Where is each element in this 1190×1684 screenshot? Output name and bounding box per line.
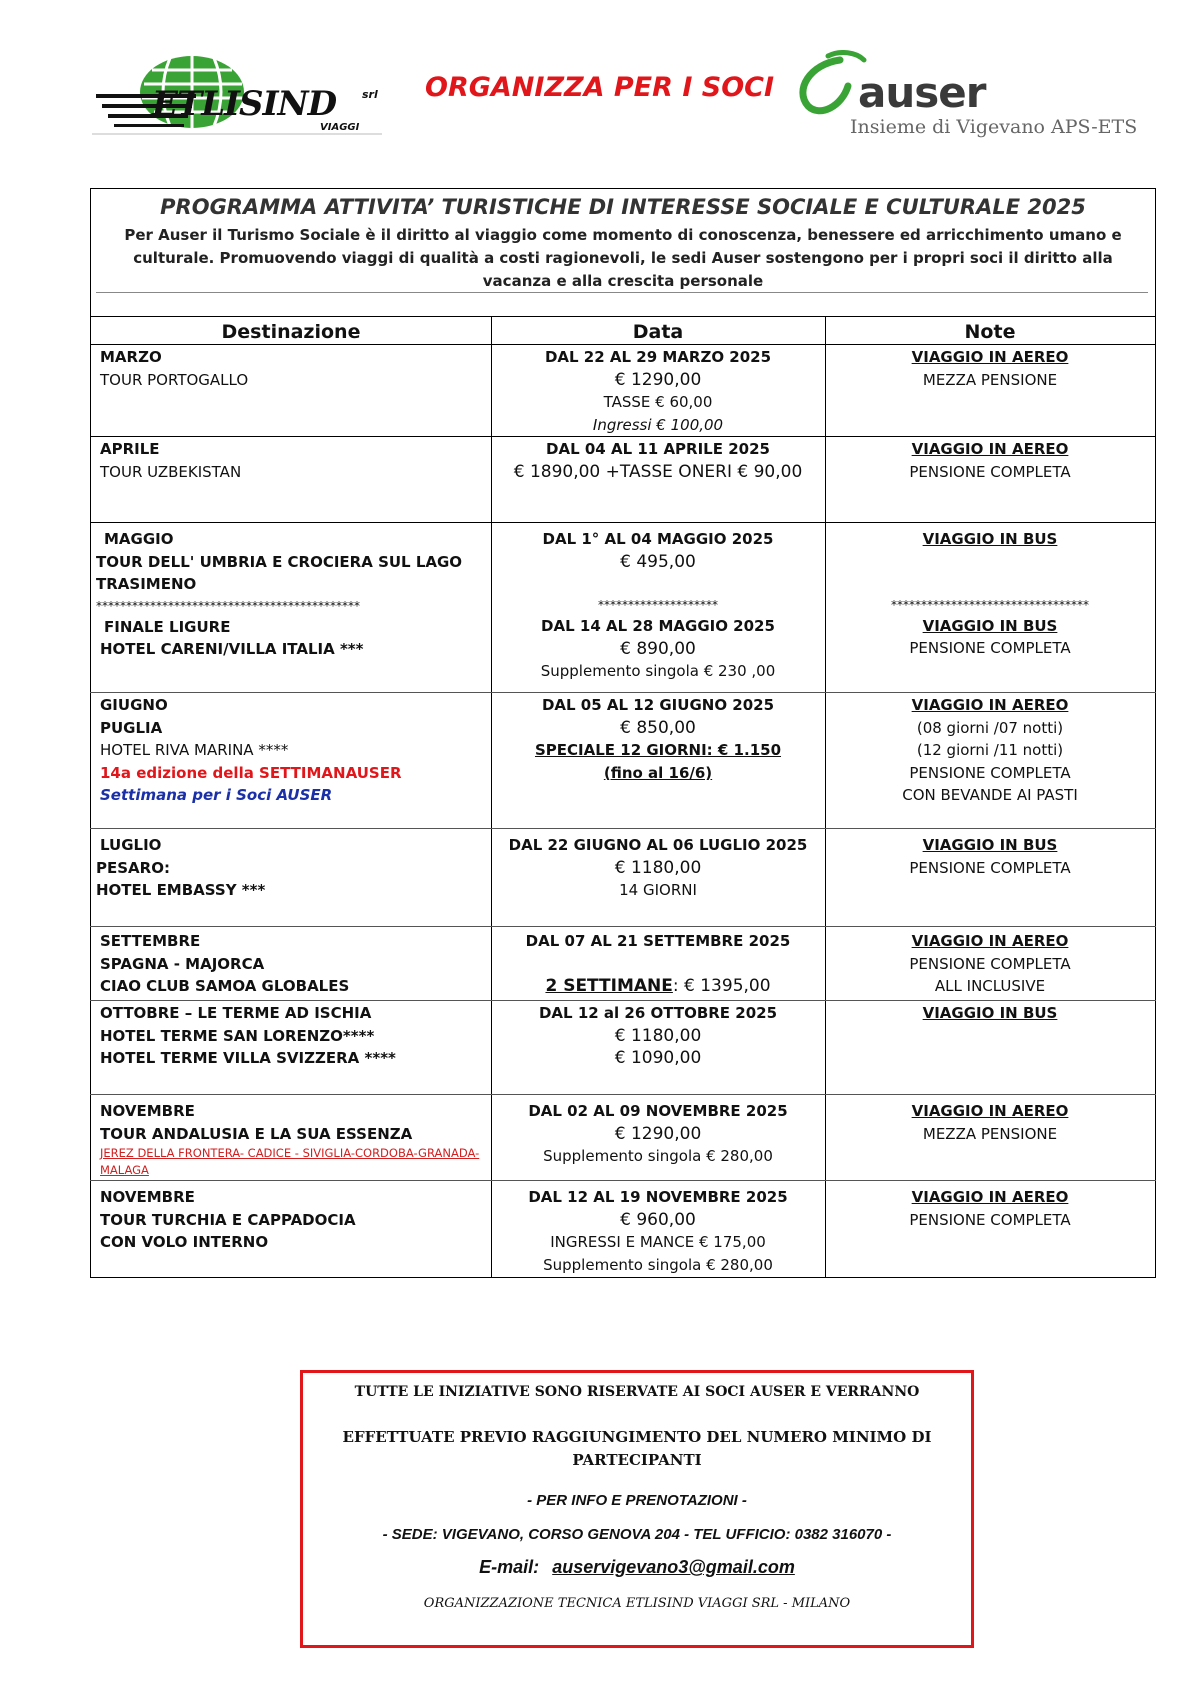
board-type: PENSIONE COMPLETA — [909, 639, 1071, 657]
intro-divider — [96, 292, 1148, 293]
destination-name: PUGLIA — [100, 718, 163, 737]
board-type: PENSIONE COMPLETA — [909, 763, 1071, 782]
etlisind-logo — [92, 48, 392, 138]
destination-name: TOUR DELL' UMBRIA E CROCIERA SUL LAGO — [96, 552, 463, 571]
month-label: LUGLIO — [100, 836, 162, 854]
auser-logo — [790, 50, 1150, 145]
row-divider — [90, 1180, 1156, 1181]
date-range: DAL 22 GIUGNO AL 06 LUGLIO 2025 — [508, 836, 808, 854]
table-row-turchia-note — [830, 1186, 1150, 1231]
month-label: MARZO — [100, 348, 162, 366]
email-label: E-mail: — [479, 1557, 540, 1577]
table-row-andalusia-dest — [100, 1100, 486, 1179]
event-subtitle: Settimana per i Soci AUSER — [100, 786, 333, 804]
table-row-ottobre-dest — [100, 1002, 486, 1070]
transport-type: VIAGGIO IN BUS — [922, 1004, 1058, 1022]
special-offer-deadline: (fino al 16/6) — [603, 763, 713, 782]
hotel-name: HOTEL TERME VILLA SVIZZERA **** — [100, 1049, 396, 1067]
table-row-giugno-data — [495, 694, 821, 784]
separator-stars: ********************************* — [891, 597, 1089, 612]
footer-sede: - SEDE: VIGEVANO, CORSO GENOVA 204 - TEL UFFICIO: 0382 316070 - — [382, 1526, 892, 1543]
duration: 14 GIORNI — [619, 881, 697, 899]
date-range: DAL 1° AL 04 MAGGIO 2025 — [542, 530, 774, 548]
auser-tagline: Insieme di Vigevano APS-ETS — [850, 116, 1138, 138]
price: : € 1395,00 — [672, 975, 771, 996]
price: € 890,00 — [620, 638, 696, 659]
month-label: MAGGIO — [104, 530, 174, 548]
duration-12: (12 giorni /11 notti) — [916, 741, 1064, 759]
month-label: NOVEMBRE — [100, 1102, 195, 1120]
footer-organizer: ORGANIZZAZIONE TECNICA ETLISIND VIAGGI SRL - MILANO — [423, 1596, 851, 1611]
price: € 1890,00 +TASSE ONERI € 90,00 — [513, 461, 803, 482]
price-line — [495, 975, 821, 998]
table-row-turchia-dest — [100, 1186, 486, 1254]
separator-stars: ******************** — [598, 598, 718, 612]
month-label: NOVEMBRE — [100, 1188, 195, 1206]
duration-weeks: 2 SETTIMANE — [545, 975, 673, 996]
date-range: DAL 12 al 26 OTTOBRE 2025 — [538, 1004, 778, 1022]
transport-type: VIAGGIO IN AEREO — [911, 932, 1069, 950]
transport-type: VIAGGIO IN BUS — [922, 836, 1058, 854]
board-type: PENSIONE COMPLETA — [909, 462, 1071, 481]
destination-name: OTTOBRE – LE TERME AD ISCHIA — [100, 1004, 372, 1022]
destination-name: TOUR PORTOGALLO — [100, 370, 249, 389]
flight-info: CON VOLO INTERNO — [100, 1233, 269, 1251]
destination-name: SPAGNA - MAJORCA — [100, 954, 265, 973]
itinerary-cont: MALAGA — [100, 1163, 149, 1177]
hotel-name: HOTEL TERME SAN LORENZO**** — [100, 1026, 375, 1045]
table-row-luglio-note — [830, 834, 1150, 879]
event-edition: 14a edizione della SETTIMANAUSER — [100, 763, 402, 782]
hotel-name: CIAO CLUB SAMOA GLOBALES — [100, 977, 350, 995]
itinerary: JEREZ DELLA FRONTERA- CADICE - SIVIGLIA-CORDOBA-GRANADA- — [100, 1146, 480, 1160]
board-type: PENSIONE COMPLETA — [909, 858, 1071, 877]
table-row-marzo-data — [495, 346, 821, 436]
date-range: DAL 05 AL 12 GIUGNO 2025 — [541, 696, 775, 714]
transport-type: VIAGGIO IN AEREO — [911, 440, 1069, 458]
destination-name: TOUR ANDALUSIA E LA SUA ESSENZA — [100, 1124, 413, 1143]
destination-name: TOUR TURCHIA E CAPPADOCIA — [100, 1210, 356, 1229]
footer-notice-3: PARTECIPANTI — [572, 1451, 702, 1469]
row-divider — [90, 692, 1156, 693]
transport-type: VIAGGIO IN AEREO — [911, 348, 1069, 366]
footer-notice-2: EFFETTUATE PREVIO RAGGIUNGIMENTO DEL NUMERO MINIMO DI — [342, 1428, 932, 1446]
table-row-aprile-dest — [100, 438, 486, 483]
row-divider — [90, 926, 1156, 927]
price: € 1090,00 — [614, 1048, 702, 1068]
transport-type: VIAGGIO IN AEREO — [911, 1102, 1069, 1120]
footer-notice-1: TUTTE LE INIZIATIVE SONO RISERVATE AI SOCI AUSER E VERRANNO — [354, 1384, 920, 1400]
price: € 960,00 — [620, 1209, 696, 1230]
taxes: TASSE € 60,00 — [603, 393, 713, 411]
destination-name: FINALE LIGURE — [104, 617, 231, 636]
drinks-included: CON BEVANDE AI PASTI — [902, 786, 1078, 804]
single-supplement: Supplemento singola € 230 ,00 — [540, 662, 776, 680]
price: € 1180,00 — [614, 1025, 702, 1046]
price: € 1290,00 — [614, 369, 702, 390]
table-row-turchia-data — [495, 1186, 821, 1276]
table-row-aprile-data — [495, 438, 821, 483]
row-divider — [90, 828, 1156, 829]
single-supplement: Supplemento singola € 280,00 — [543, 1255, 773, 1274]
auser-brand: auser — [858, 68, 986, 117]
duration-8: (08 giorni /07 notti) — [916, 718, 1064, 737]
board-type: PENSIONE COMPLETA — [909, 1210, 1071, 1229]
transport-type: VIAGGIO IN AEREO — [911, 696, 1069, 714]
hotel-name: HOTEL RIVA MARINA **** — [100, 741, 289, 759]
program-title: PROGRAMMA ATTIVITA’ TURISTICHE DI INTERESSE SOCIALE E CULTURALE 2025 — [160, 195, 1086, 219]
column-divider — [491, 316, 492, 1278]
email-link[interactable]: auservigevano3@gmail.com — [552, 1557, 795, 1577]
column-divider — [825, 316, 826, 1278]
header-destinazione: Destinazione — [221, 321, 361, 343]
date-range: DAL 04 AL 11 APRILE 2025 — [546, 440, 770, 458]
header-data: Data — [632, 321, 684, 343]
table-row-andalusia-data — [495, 1100, 821, 1168]
table-row-giugno-note — [830, 694, 1150, 807]
table-row-aprile-note — [830, 438, 1150, 483]
table-row-giugno-dest — [100, 694, 486, 807]
etlisind-brand: ETLISIND — [152, 84, 337, 124]
table-row-maggio-dest — [96, 528, 488, 661]
month-label: APRILE — [100, 440, 160, 458]
table-row-luglio-dest — [96, 834, 482, 902]
month-label: SETTEMBRE — [100, 932, 201, 950]
transport-type: VIAGGIO IN BUS — [922, 530, 1058, 548]
price: € 1180,00 — [614, 857, 702, 878]
destination-name: PESARO: — [96, 858, 170, 877]
header-note: Note — [964, 321, 1016, 343]
table-row-settembre-data — [495, 930, 821, 997]
price: € 495,00 — [620, 551, 696, 572]
footer-email-line — [300, 1557, 974, 1578]
board-type: MEZZA PENSIONE — [922, 370, 1058, 389]
etlisind-suffix: srl — [362, 88, 378, 101]
row-divider — [90, 522, 1156, 523]
intro-text: Per Auser il Turismo Sociale è il diritto al viaggio come momento di conoscenza, benessere ed arricchimento umano e culturale. Promuovendo viaggi di qualità a costi ragionevoli, le sedi Auser sostengono per i propri soci il diritto alla vacanza e alla crescita personale — [124, 226, 1122, 290]
transport-type: VIAGGIO IN BUS — [922, 616, 1058, 635]
price: € 1290,00 — [614, 1123, 702, 1144]
destination-name-cont: TRASIMENO — [96, 575, 197, 593]
date-range: DAL 12 AL 19 NOVEMBRE 2025 — [528, 1188, 788, 1206]
special-offer: SPECIALE 12 GIORNI: € 1.150 — [534, 741, 782, 759]
header-divider — [90, 344, 1156, 345]
single-supplement: Supplemento singola € 280,00 — [543, 1147, 773, 1165]
destination-name: TOUR UZBEKISTAN — [100, 462, 242, 481]
row-divider — [90, 1000, 1156, 1001]
table-row-maggio-note — [830, 528, 1150, 660]
footer-info: - PER INFO E PRENOTAZIONI - — [527, 1492, 747, 1509]
table-row-maggio-data — [495, 528, 821, 683]
price: € 850,00 — [620, 717, 696, 738]
entrance-fees: Ingressi € 100,00 — [592, 415, 724, 434]
hotel-name: HOTEL CARENI/VILLA ITALIA *** — [100, 640, 364, 658]
row-divider — [90, 1094, 1156, 1095]
table-row-marzo-dest — [100, 346, 486, 391]
hotel-name: HOTEL EMBASSY *** — [96, 881, 266, 899]
date-range: DAL 14 AL 28 MAGGIO 2025 — [541, 617, 775, 635]
date-range: DAL 22 AL 29 MARZO 2025 — [544, 348, 772, 366]
date-range: DAL 02 AL 09 NOVEMBRE 2025 — [528, 1102, 788, 1120]
etlisind-sub: VIAGGI — [320, 122, 360, 133]
separator-stars: ******************************************** — [96, 598, 360, 613]
table-row-settembre-note — [830, 930, 1150, 998]
organizza-title: ORGANIZZA PER I SOCI — [425, 72, 775, 103]
table-row-luglio-data — [495, 834, 821, 902]
date-range: DAL 07 AL 21 SETTEMBRE 2025 — [525, 932, 791, 950]
table-row-settembre-dest — [100, 930, 486, 998]
table-row-marzo-note — [830, 346, 1150, 391]
row-divider — [90, 436, 1156, 437]
board-type: PENSIONE COMPLETA — [909, 954, 1071, 973]
table-row-andalusia-note — [830, 1100, 1150, 1145]
table-row-ottobre-data — [495, 1002, 821, 1070]
transport-type: VIAGGIO IN AEREO — [911, 1188, 1069, 1206]
entrance-tips: INGRESSI E MANCE € 175,00 — [550, 1233, 766, 1251]
table-row-ottobre-note — [830, 1002, 1150, 1025]
all-inclusive: ALL INCLUSIVE — [934, 977, 1046, 995]
month-label: GIUGNO — [100, 696, 168, 714]
board-type: MEZZA PENSIONE — [922, 1124, 1058, 1143]
